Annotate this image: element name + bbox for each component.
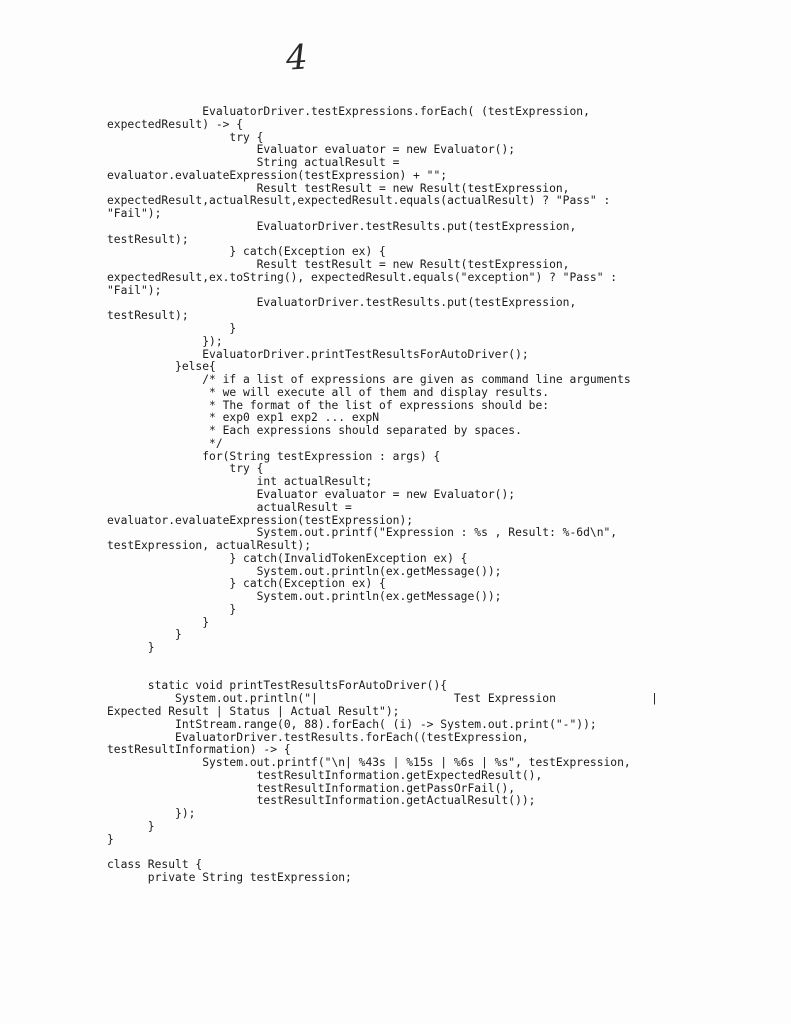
code-line: System.out.printf("Expression : %s , Result: %-6d\n",: [107, 526, 618, 540]
code-line: }: [107, 322, 237, 336]
code-line: * Each expressions should separated by spaces.: [107, 424, 522, 438]
code-line: try {: [107, 130, 264, 144]
code-line: testExpression, actualResult);: [107, 539, 312, 553]
code-line: private String testExpression;: [107, 870, 352, 884]
code-line: }: [107, 832, 114, 846]
code-line: System.out.println("| Test Expression |: [107, 692, 658, 706]
code-line: }: [107, 628, 182, 642]
code-line: actualResult =: [107, 500, 352, 514]
code-line: testResultInformation.getExpectedResult(),: [107, 768, 543, 782]
code-line: * The format of the list of expressions should be:: [107, 398, 550, 412]
code-line: System.out.println(ex.getMessage());: [107, 564, 502, 578]
code-line: expectedResult,actualResult,expectedResult.equals(actualResult) ? "Pass" :: [107, 194, 611, 208]
code-line: testResultInformation.getActualResult());: [107, 794, 536, 808]
code-line: */: [107, 436, 223, 450]
code-line: }: [107, 615, 210, 629]
code-line: } catch(InvalidTokenException ex) {: [107, 551, 468, 565]
code-line: EvaluatorDriver.testExpressions.forEach( (testExpression,: [107, 105, 590, 118]
code-line: }: [107, 819, 155, 833]
code-line: static void printTestResultsForAutoDriver(){: [107, 679, 448, 693]
handwritten-page-number: 4: [284, 37, 310, 79]
code-line: [107, 655, 658, 668]
code-line: testResultInformation) -> {: [107, 743, 291, 757]
code-line: Evaluator evaluator = new Evaluator();: [107, 143, 516, 157]
code-line: EvaluatorDriver.testResults.forEach((testExpression,: [107, 730, 529, 744]
code-line: * we will execute all of them and display results.: [107, 385, 550, 399]
code-line: for(String testExpression : args) {: [107, 449, 441, 463]
code-line: evaluator.evaluateExpression(testExpression);: [107, 513, 414, 527]
code-line: Result testResult = new Result(testExpression,: [107, 258, 570, 272]
code-line: EvaluatorDriver.testResults.put(testExpression,: [107, 219, 577, 233]
code-line: }: [107, 641, 155, 655]
code-line: String actualResult =: [107, 156, 400, 170]
code-listing: [107, 106, 658, 885]
code-line: expectedResult) -> {: [107, 117, 244, 131]
code-line: class Result {: [107, 858, 203, 872]
code-line: testResult);: [107, 309, 189, 323]
code-line: "Fail");: [107, 207, 162, 221]
code-line: testResultInformation.getPassOrFail(),: [107, 781, 516, 795]
code-line: } catch(Exception ex) {: [107, 577, 386, 591]
code-line: * exp0 exp1 exp2 ... expN: [107, 411, 380, 425]
code-line: Evaluator evaluator = new Evaluator();: [107, 487, 516, 501]
code-line: });: [107, 334, 223, 348]
code-line: IntStream.range(0, 88).forEach( (i) -> System.out.print("-"));: [107, 717, 597, 731]
code-line: EvaluatorDriver.testResults.put(testExpression,: [107, 296, 577, 310]
code-line: });: [107, 807, 196, 821]
code-line: Expected Result | Status | Actual Result");: [107, 704, 400, 718]
code-line: try {: [107, 462, 264, 476]
code-line: } catch(Exception ex) {: [107, 245, 386, 259]
code-line: evaluator.evaluateExpression(testExpression) + "";: [107, 168, 448, 182]
code-line: int actualResult;: [107, 475, 373, 489]
code-line: }: [107, 602, 237, 616]
code-line: /* if a list of expressions are given as command line arguments: [107, 373, 631, 387]
code-line: "Fail");: [107, 283, 162, 297]
code-line: expectedResult,ex.toString(), expectedResult.equals("exception") ? "Pass" :: [107, 270, 618, 284]
code-line: System.out.println(ex.getMessage());: [107, 590, 502, 604]
code-line: }else{: [107, 360, 216, 374]
code-line: System.out.printf("\n| %43s | %15s | %6s | %s", testExpression,: [107, 756, 631, 770]
code-line: testResult);: [107, 232, 189, 246]
code-line: Result testResult = new Result(testExpression,: [107, 181, 570, 195]
code-line: EvaluatorDriver.printTestResultsForAutoDriver();: [107, 347, 529, 361]
